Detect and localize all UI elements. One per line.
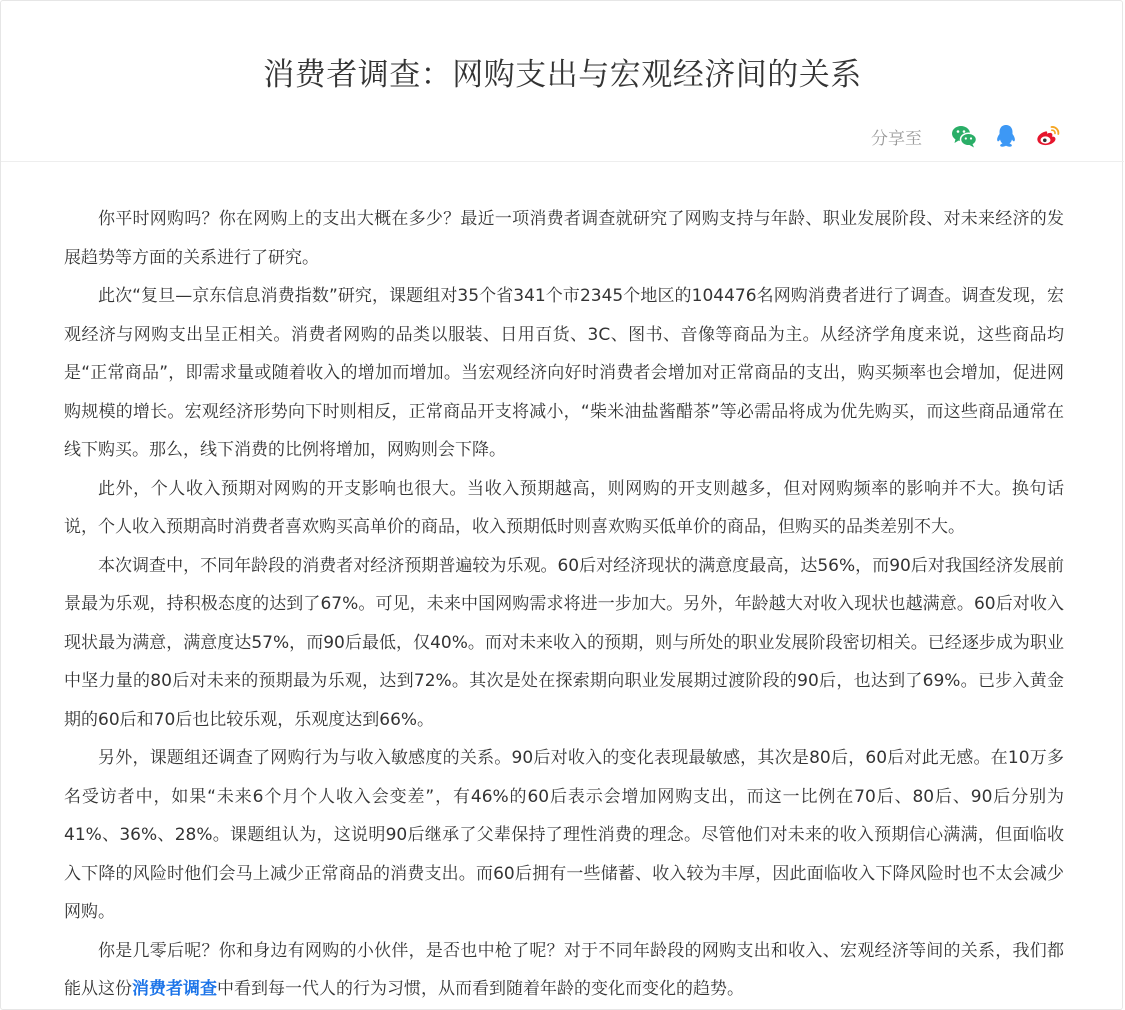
article-title: 消费者调查：网购支出与宏观经济间的关系 [263,57,862,93]
paragraph-2: 此次“复旦—京东信息消费指数”研究，课题组对35个省341个市2345个地区的104476名网购消费者进行了调查。调查发现，宏观经济与网购支出呈正相关。消费者网购的品类以服装、日用百货、3C、图书、音像等商品为主。从经济学角度来说，这些商品均是“正常商品”，即需求量或随着收入的增加而增加。当宏观经济向好时消费者会增加对正常商品的支出，购买频率也会增加，促进网购规模的增长。宏观经济形势向下时则相反，正常商品开支将减小，“柴米油盐酱醋茶”等必需品将成为优先购买，而这些商品通常在线下购买。那么，线下消费的比例将增加，网购则会下降。 [64,286,1064,460]
paragraph-1: 你平时网购吗？你在网购上的支出大概在多少？最近一项消费者调查就研究了网购支持与年龄、职业发展阶段、对未来经济的发展趋势等方面的关系进行了研究。 [64,209,1064,268]
wechat-icon[interactable] [950,122,978,150]
share-bar [871,119,1062,153]
paragraph-6 [64,932,1064,1009]
share-label: 分享至 [871,128,922,149]
paragraph-4: 本次调查中，不同年龄段的消费者对经济预期普遍较为乐观。60后对经济现状的满意度最高，达56%，而90后对我国经济发展前景最为乐观，持积极态度的达到了67%。可见，未来中国网购需求将进一步加大。另外，年龄越大对收入现状也越满意。60后对收入现状最为满意，满意度达57%，而90后最低，仅40%。而对未来收入的预期，则与所处的职业发展阶段密切相关。已经逐步成为职业中坚力量的80后对未来的预期最为乐观，达到72%。其次是处在探索期向职业发展期过渡阶段的90后，也达到了69%。已步入黄金期的60后和70后也比较乐观，乐观度达到66%。 [64,555,1064,730]
paragraph-6-text-after: 中看到每一代人的行为习惯，从而看到随着年龄的变化而变化的趋势。 [217,979,744,999]
article-header [1,1,1124,162]
article-body [64,200,1064,1009]
qq-icon[interactable] [992,122,1020,150]
consumer-survey-link[interactable]: 消费者调查 [132,979,217,999]
paragraph-3: 此外，个人收入预期对网购的开支影响也很大。当收入预期越高，则网购的开支则越多，但对网购频率的影响并不大。换句话说，个人收入预期高时消费者喜欢购买高单价的商品，收入预期低时则喜欢购买低单价的商品，但购买的品类差别不大。 [64,478,1064,537]
paragraph-5: 另外，课题组还调查了网购行为与收入敏感度的关系。90后对收入的变化表现最敏感，其次是80后，60后对此无感。在10万多名受访者中，如果“未来6个月个人收入会变差”，有46%的60后表示会增加网购支出，而这一比例在70后、80后、90后分别为41%、36%、28%。课题组认为，这说明90后继承了父辈保持了理性消费的理念。尽管他们对未来的收入预期信心满满，但面临收入下降的风险时他们会马上减少正常商品的消费支出。而60后拥有一些储蓄、收入较为丰厚，因此面临收入下降风险时也不太会减少网购。 [64,748,1064,922]
weibo-icon[interactable] [1034,122,1062,150]
paragraph-6-text-before: 你是几零后呢？你和身边有网购的小伙伴，是否也中枪了呢？对于不同年龄段的网购支出和收入、宏观经济等间的关系，我们都能从这份 [64,940,1064,999]
